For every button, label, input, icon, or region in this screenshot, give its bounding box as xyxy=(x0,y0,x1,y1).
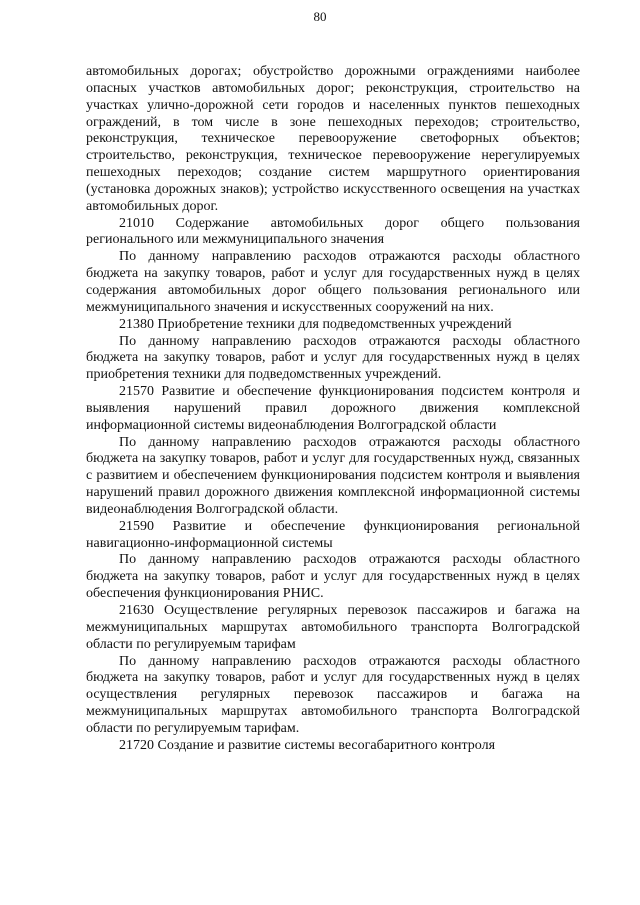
paragraph-21380-description: По данному направлению расходов отражаются расходы областного бюджета на закупку товаров, работ и услуг для государственных нужд в целях приобретения техники для подведомственных учреждений. xyxy=(86,333,580,383)
heading-21380: 21380 Приобретение техники для подведомственных учреждений xyxy=(119,316,512,332)
paragraph-21010-description: По данному направлению расходов отражаются расходы областного бюджета на закупку товаров, работ и услуг для государственных нужд в целях содержания автомобильных дорог общего пользования регионального или межмуниципального значения и искусственных сооружений на них. xyxy=(86,249,580,315)
paragraph-21590-description: По данному направлению расходов отражаются расходы областного бюджета на закупку товаров, работ и услуг для государственных нужд в целях обеспечения функционирования РНИС. xyxy=(86,552,580,602)
page-number: 80 xyxy=(313,9,327,24)
paragraph-21570-description: По данному направлению расходов отражаются расходы областного бюджета на закупку товаров, работ и услуг для государственных нужд, связанных с развитием и обеспечением функционирования подсистем контроля и выявления нарушений правил дорожного движения комплексной информационной системы видеонаблюдения Волгоградской области. xyxy=(86,434,580,517)
heading-21570: 21570 Развитие и обеспечение функционирования подсистем контроля и выявления нарушений правил дорожного движения комплексной информационной системы видеонаблюдения Волгоградской области xyxy=(86,384,580,433)
heading-21720: 21720 Создание и развитие системы весогабаритного контроля xyxy=(119,737,496,753)
heading-21010: 21010 Содержание автомобильных дорог общего пользования регионального или межмуниципального значения xyxy=(86,215,580,248)
heading-21590: 21590 Развитие и обеспечение функционирования региональной навигационно-информационной системы xyxy=(86,518,580,551)
paragraph-21630-description: По данному направлению расходов отражаются расходы областного бюджета на закупку товаров, работ и услуг для государственных нужд в целях осуществления регулярных перевозок пассажиров и багажа на межмуниципальных маршрутах автомобильного транспорта Волгоградской области по регулируемым тарифам. xyxy=(86,653,580,736)
paragraph-continuation: автомобильных дорогах; обустройство дорожными ограждениями наиболее опасных участков автомобильных дорог; реконструкция, строительство на участках улично-дорожной сети городов и населенных пунктов пешеходных ограждений, в том числе в зоне пешеходных переходов; строительство, реконструкция, техническое перевооружение светофорных объектов; строительство, реконструкция, техническое перевооружение нерегулируемых пешеходных переходов; создание систем маршрутного ориентирования (установка дорожных знаков); устройство искусственного освещения на участках автомобильных дорог. xyxy=(86,64,580,214)
document-body xyxy=(86,64,580,755)
heading-21630: 21630 Осуществление регулярных перевозок пассажиров и багажа на межмуниципальных маршрутах автомобильного транспорта Волгоградской области по регулируемым тарифам xyxy=(86,603,580,652)
